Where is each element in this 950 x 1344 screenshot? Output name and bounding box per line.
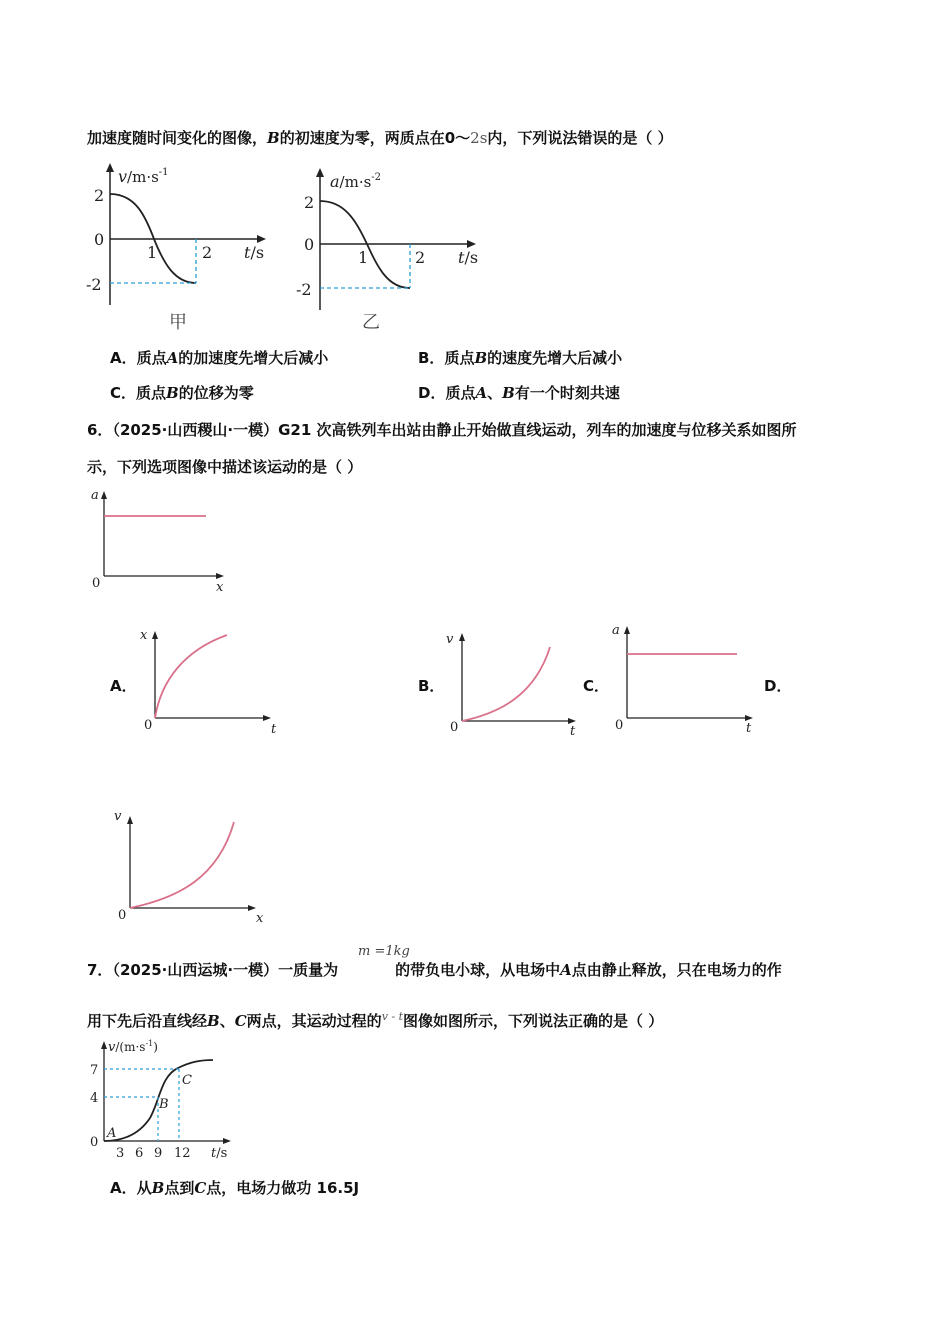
graph-yi-tick-x2: 2	[415, 248, 426, 267]
q7-number: 7．	[87, 961, 113, 979]
svg-text:t: t	[271, 722, 277, 737]
svg-text:a: a	[91, 488, 99, 503]
q5-option-a[interactable]: A．质点A的加速度先增大后减小	[110, 349, 329, 367]
svg-text:0: 0	[144, 718, 153, 733]
svg-text:12: 12	[174, 1146, 191, 1161]
graph-jia-tick-y2: 2	[94, 186, 105, 205]
svg-text:0: 0	[118, 908, 127, 923]
q5-stem	[87, 128, 673, 148]
q6-number: 6．	[87, 421, 113, 439]
q7-mass: m =1kg	[358, 944, 410, 959]
graph-jia-y-arrow	[106, 163, 114, 172]
q6-option-a-graph	[135, 625, 285, 740]
graph-yi-tick-y0: 0	[304, 235, 315, 254]
q6-source: （2025·山西稷山·一模）	[112, 421, 279, 439]
q6-option-d-graph	[108, 808, 268, 926]
graph-yi-y-arrow	[316, 168, 324, 177]
q7-point-b: B	[159, 1097, 169, 1112]
graph-jia-tick-y0: 0	[94, 230, 105, 249]
q6-stem-line2: 示，下列选项图像中描述该运动的是（ ）	[87, 458, 363, 476]
graph-jia-tick-yneg2: -2	[86, 275, 102, 294]
q5-stem-zero: 0～	[444, 129, 471, 147]
graph-jia	[80, 160, 280, 340]
svg-text:a: a	[612, 623, 620, 638]
graph-jia-x-arrow	[257, 235, 266, 243]
svg-text:t: t	[746, 721, 752, 736]
q7-stem-line1: 7．（2025·山西运城·一模）一质量为 的带负电小球，从电场中A点由静止释放，只在电场力的作	[87, 961, 782, 979]
svg-text:x: x	[140, 628, 148, 643]
graph-jia-xlabel: t/s	[244, 243, 265, 262]
svg-text:3: 3	[116, 1146, 125, 1161]
q6-option-a[interactable]: A．	[110, 677, 137, 695]
graph-yi-tick-x1: 1	[358, 248, 369, 267]
q6-option-c[interactable]: C．	[583, 677, 610, 695]
svg-text:6: 6	[135, 1146, 144, 1161]
q7-graph	[85, 1038, 245, 1163]
svg-text:x: x	[216, 580, 224, 595]
graph-yi-x-arrow	[467, 240, 476, 248]
q7-source: （2025·山西运城·一模）	[112, 961, 279, 979]
q7-stem-line2: 用下先后沿直线经B、C两点，其运动过程的$^{v - t}$图像如图所示，下列说法正确的是（ ）	[87, 1010, 664, 1030]
graph-yi-tick-yneg2: -2	[296, 280, 312, 299]
q5-stem-text-c: 的初速度为零，两质点在	[279, 129, 445, 147]
graph-jia-caption: 甲	[169, 312, 187, 333]
svg-text:0: 0	[92, 576, 101, 591]
q5-stem-text-a: 加速度随时间变化的图像，	[87, 129, 268, 147]
q6-option-c-graph	[605, 618, 765, 738]
q5-option-c[interactable]: C．质点B的位移为零	[110, 384, 254, 402]
q6-option-a-curve	[155, 635, 227, 718]
svg-text:v: v	[446, 632, 454, 647]
svg-text:7: 7	[90, 1063, 99, 1078]
svg-text:4: 4	[90, 1091, 99, 1106]
svg-text:t: t	[570, 724, 576, 739]
graph-yi-xlabel: t/s	[458, 248, 479, 267]
graph-jia-ylabel: $v/m\cdot s^{-1}$	[118, 167, 169, 186]
q6-option-d[interactable]: D．	[764, 677, 792, 695]
graph-yi-tick-y2: 2	[304, 193, 315, 212]
q5-stem-text-d: 内，下列说法错误的是（ ）	[487, 129, 673, 147]
q7-graph-ylabel: $v/(m\cdot s^{-1}_)$	[108, 1039, 158, 1055]
svg-text:v: v	[114, 809, 122, 824]
graph-jia-tick-x2: 2	[202, 243, 213, 262]
svg-text:x: x	[256, 911, 264, 926]
q6-stem-line1: 6．（2025·山西稷山·一模）G21 次高铁列车出站由静止开始做直线运动，列车的加速度与位移关系如图所	[87, 421, 797, 439]
svg-text:9: 9	[154, 1146, 163, 1161]
graph-yi-caption: 乙	[362, 312, 380, 333]
svg-text:0: 0	[615, 718, 624, 733]
q5-var-b: B	[267, 129, 280, 147]
q6-option-b-graph	[440, 625, 590, 740]
q5-stem-time: 2s	[470, 129, 488, 147]
svg-text:0: 0	[90, 1135, 99, 1150]
graph-jia-tick-x1: 1	[147, 243, 158, 262]
q7-option-a[interactable]: A．从B点到C点，电场力做功 16.5J	[110, 1179, 360, 1197]
q7-graph-xlabel: t/s	[211, 1146, 228, 1161]
q6-option-d-curve	[130, 822, 234, 908]
q6-option-b-curve	[462, 647, 550, 721]
q5-option-b[interactable]: B．质点B的速度先增大后减小	[418, 349, 623, 367]
q5-option-d[interactable]: D．质点A、B有一个时刻共速	[418, 384, 620, 402]
q7-point-a: A	[107, 1126, 117, 1141]
q6-stem-graph	[80, 485, 240, 600]
graph-yi-ylabel: $a/m\cdot s^{-2}$	[330, 172, 382, 191]
q7-point-c: C	[182, 1073, 192, 1088]
graph-yi	[290, 165, 490, 345]
q6-option-b[interactable]: B．	[418, 677, 445, 695]
svg-text:0: 0	[450, 720, 459, 735]
